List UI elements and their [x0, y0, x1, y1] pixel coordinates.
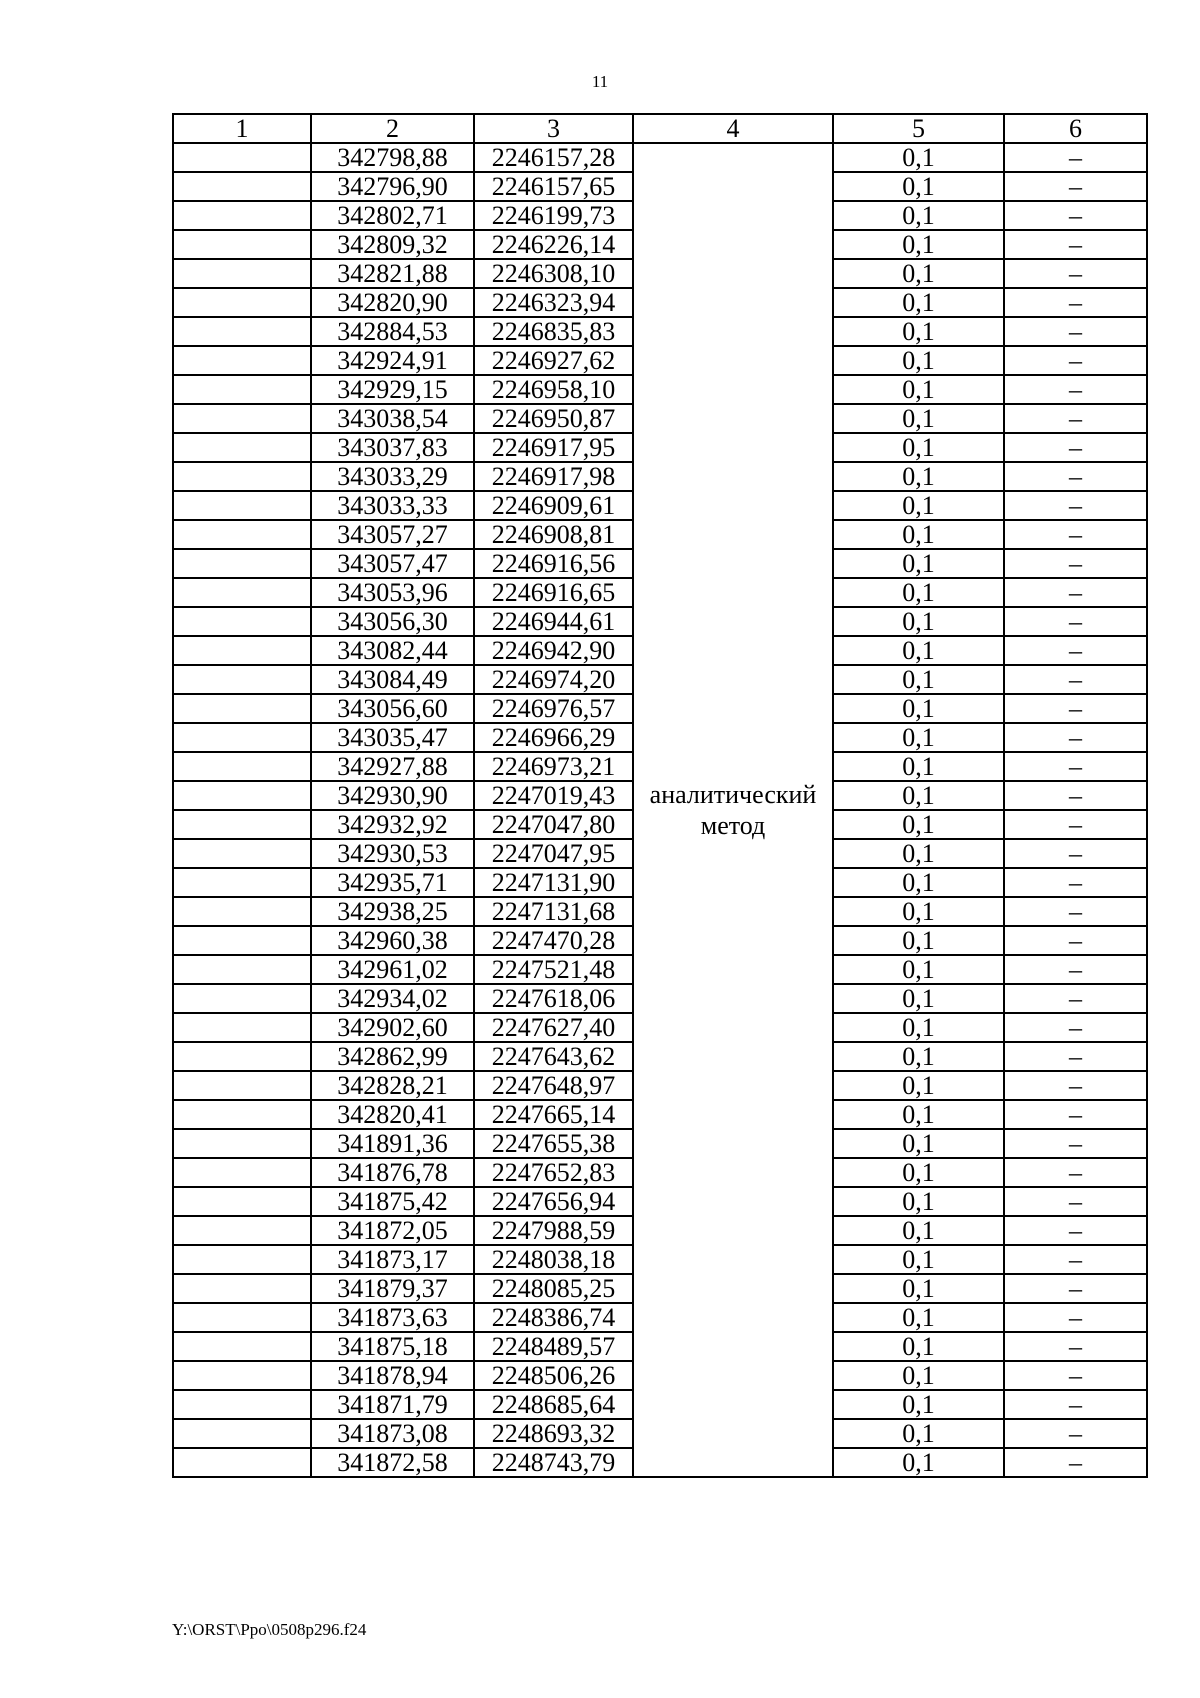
cell-dash: –: [1004, 288, 1147, 317]
cell-dash: –: [1004, 694, 1147, 723]
cell-x-coordinate: 341872,05: [311, 1216, 474, 1245]
cell-x-coordinate: 342938,25: [311, 897, 474, 926]
cell-number: [173, 781, 311, 810]
cell-y-coordinate: 2247656,94: [474, 1187, 633, 1216]
cell-accuracy: 0,1: [833, 1448, 1004, 1477]
cell-number: [173, 1013, 311, 1042]
cell-y-coordinate: 2247627,40: [474, 1013, 633, 1042]
cell-dash: –: [1004, 1303, 1147, 1332]
cell-x-coordinate: 341875,18: [311, 1332, 474, 1361]
cell-dash: –: [1004, 607, 1147, 636]
cell-number: [173, 201, 311, 230]
cell-accuracy: 0,1: [833, 172, 1004, 201]
cell-number: [173, 1245, 311, 1274]
cell-x-coordinate: 342902,60: [311, 1013, 474, 1042]
cell-y-coordinate: 2246927,62: [474, 346, 633, 375]
cell-dash: –: [1004, 1390, 1147, 1419]
cell-accuracy: 0,1: [833, 636, 1004, 665]
cell-y-coordinate: 2248693,32: [474, 1419, 633, 1448]
cell-y-coordinate: 2246917,95: [474, 433, 633, 462]
cell-dash: –: [1004, 665, 1147, 694]
cell-x-coordinate: 342798,88: [311, 143, 474, 172]
coordinates-table: [172, 113, 1148, 1478]
cell-accuracy: 0,1: [833, 1361, 1004, 1390]
cell-y-coordinate: 2246974,20: [474, 665, 633, 694]
cell-dash: –: [1004, 172, 1147, 201]
cell-dash: –: [1004, 955, 1147, 984]
cell-y-coordinate: 2246973,21: [474, 752, 633, 781]
cell-y-coordinate: 2247652,83: [474, 1158, 633, 1187]
cell-y-coordinate: 2246308,10: [474, 259, 633, 288]
cell-accuracy: 0,1: [833, 1100, 1004, 1129]
cell-accuracy: 0,1: [833, 1071, 1004, 1100]
cell-y-coordinate: 2246323,94: [474, 288, 633, 317]
cell-number: [173, 491, 311, 520]
cell-dash: –: [1004, 636, 1147, 665]
cell-number: [173, 1303, 311, 1332]
cell-dash: –: [1004, 1187, 1147, 1216]
cell-y-coordinate: 2247019,43: [474, 781, 633, 810]
cell-accuracy: 0,1: [833, 984, 1004, 1013]
cell-dash: –: [1004, 1100, 1147, 1129]
table-header-row: [173, 114, 1147, 143]
cell-dash: –: [1004, 984, 1147, 1013]
cell-accuracy: 0,1: [833, 1245, 1004, 1274]
column-header: 3: [474, 114, 633, 143]
cell-y-coordinate: 2246958,10: [474, 375, 633, 404]
cell-dash: –: [1004, 375, 1147, 404]
cell-accuracy: 0,1: [833, 1129, 1004, 1158]
cell-number: [173, 1129, 311, 1158]
cell-x-coordinate: 343038,54: [311, 404, 474, 433]
cell-number: [173, 1361, 311, 1390]
column-header: 2: [311, 114, 474, 143]
cell-x-coordinate: 341873,08: [311, 1419, 474, 1448]
cell-dash: –: [1004, 1419, 1147, 1448]
cell-dash: –: [1004, 433, 1147, 462]
cell-x-coordinate: 342960,38: [311, 926, 474, 955]
cell-y-coordinate: 2248743,79: [474, 1448, 633, 1477]
cell-dash: –: [1004, 1245, 1147, 1274]
cell-x-coordinate: 341891,36: [311, 1129, 474, 1158]
cell-y-coordinate: 2246976,57: [474, 694, 633, 723]
cell-number: [173, 810, 311, 839]
cell-accuracy: 0,1: [833, 375, 1004, 404]
cell-x-coordinate: 342802,71: [311, 201, 474, 230]
cell-accuracy: 0,1: [833, 404, 1004, 433]
cell-x-coordinate: 342862,99: [311, 1042, 474, 1071]
file-path-footer: Y:\ORST\Ppo\0508p296.f24: [172, 1620, 367, 1639]
cell-x-coordinate: 343056,30: [311, 607, 474, 636]
cell-dash: –: [1004, 781, 1147, 810]
cell-number: [173, 1274, 311, 1303]
cell-y-coordinate: 2247131,90: [474, 868, 633, 897]
cell-y-coordinate: 2248685,64: [474, 1390, 633, 1419]
cell-number: [173, 433, 311, 462]
cell-x-coordinate: 342821,88: [311, 259, 474, 288]
cell-x-coordinate: 342932,92: [311, 810, 474, 839]
cell-dash: –: [1004, 346, 1147, 375]
cell-number: [173, 1158, 311, 1187]
cell-dash: –: [1004, 462, 1147, 491]
cell-number: [173, 1187, 311, 1216]
cell-number: [173, 549, 311, 578]
cell-number: [173, 259, 311, 288]
cell-y-coordinate: 2247665,14: [474, 1100, 633, 1129]
cell-y-coordinate: 2248489,57: [474, 1332, 633, 1361]
cell-dash: –: [1004, 491, 1147, 520]
cell-y-coordinate: 2247988,59: [474, 1216, 633, 1245]
cell-accuracy: 0,1: [833, 1303, 1004, 1332]
cell-y-coordinate: 2248386,74: [474, 1303, 633, 1332]
cell-x-coordinate: 343057,47: [311, 549, 474, 578]
cell-accuracy: 0,1: [833, 868, 1004, 897]
cell-number: [173, 462, 311, 491]
cell-dash: –: [1004, 578, 1147, 607]
cell-y-coordinate: 2246944,61: [474, 607, 633, 636]
cell-y-coordinate: 2246908,81: [474, 520, 633, 549]
cell-number: [173, 346, 311, 375]
cell-accuracy: 0,1: [833, 520, 1004, 549]
cell-accuracy: 0,1: [833, 1390, 1004, 1419]
cell-accuracy: 0,1: [833, 1332, 1004, 1361]
cell-number: [173, 607, 311, 636]
cell-number: [173, 926, 311, 955]
cell-number: [173, 230, 311, 259]
cell-number: [173, 520, 311, 549]
cell-y-coordinate: 2247470,28: [474, 926, 633, 955]
cell-y-coordinate: 2246157,65: [474, 172, 633, 201]
cell-x-coordinate: 341873,63: [311, 1303, 474, 1332]
cell-dash: –: [1004, 868, 1147, 897]
cell-y-coordinate: 2247047,95: [474, 839, 633, 868]
cell-dash: –: [1004, 752, 1147, 781]
cell-x-coordinate: 343037,83: [311, 433, 474, 462]
cell-accuracy: 0,1: [833, 897, 1004, 926]
cell-dash: –: [1004, 201, 1147, 230]
cell-number: [173, 288, 311, 317]
cell-number: [173, 839, 311, 868]
cell-number: [173, 143, 311, 172]
cell-accuracy: 0,1: [833, 839, 1004, 868]
cell-x-coordinate: 342927,88: [311, 752, 474, 781]
cell-number: [173, 1100, 311, 1129]
cell-method: аналитический метод: [633, 143, 833, 1477]
cell-accuracy: 0,1: [833, 1274, 1004, 1303]
cell-x-coordinate: 342820,90: [311, 288, 474, 317]
cell-dash: –: [1004, 1013, 1147, 1042]
cell-accuracy: 0,1: [833, 1042, 1004, 1071]
cell-accuracy: 0,1: [833, 1158, 1004, 1187]
cell-y-coordinate: 2248506,26: [474, 1361, 633, 1390]
cell-accuracy: 0,1: [833, 346, 1004, 375]
cell-accuracy: 0,1: [833, 549, 1004, 578]
cell-y-coordinate: 2246917,98: [474, 462, 633, 491]
cell-x-coordinate: 342930,53: [311, 839, 474, 868]
cell-dash: –: [1004, 1042, 1147, 1071]
cell-number: [173, 404, 311, 433]
cell-accuracy: 0,1: [833, 288, 1004, 317]
cell-y-coordinate: 2246966,29: [474, 723, 633, 752]
cell-x-coordinate: 342884,53: [311, 317, 474, 346]
cell-dash: –: [1004, 1448, 1147, 1477]
cell-x-coordinate: 343033,29: [311, 462, 474, 491]
cell-accuracy: 0,1: [833, 752, 1004, 781]
cell-x-coordinate: 342930,90: [311, 781, 474, 810]
cell-y-coordinate: 2246835,83: [474, 317, 633, 346]
cell-x-coordinate: 342820,41: [311, 1100, 474, 1129]
cell-number: [173, 578, 311, 607]
cell-accuracy: 0,1: [833, 607, 1004, 636]
cell-x-coordinate: 343035,47: [311, 723, 474, 752]
cell-number: [173, 984, 311, 1013]
cell-y-coordinate: 2246226,14: [474, 230, 633, 259]
cell-number: [173, 1042, 311, 1071]
cell-y-coordinate: 2247047,80: [474, 810, 633, 839]
cell-x-coordinate: 342796,90: [311, 172, 474, 201]
cell-number: [173, 636, 311, 665]
cell-accuracy: 0,1: [833, 259, 1004, 288]
cell-y-coordinate: 2246916,65: [474, 578, 633, 607]
cell-x-coordinate: 342828,21: [311, 1071, 474, 1100]
cell-accuracy: 0,1: [833, 926, 1004, 955]
cell-dash: –: [1004, 143, 1147, 172]
cell-y-coordinate: 2246909,61: [474, 491, 633, 520]
cell-dash: –: [1004, 549, 1147, 578]
table-row: [173, 143, 1147, 172]
cell-dash: –: [1004, 230, 1147, 259]
cell-y-coordinate: 2246942,90: [474, 636, 633, 665]
cell-x-coordinate: 342961,02: [311, 955, 474, 984]
cell-number: [173, 665, 311, 694]
cell-accuracy: 0,1: [833, 1187, 1004, 1216]
cell-y-coordinate: 2247643,62: [474, 1042, 633, 1071]
cell-number: [173, 1216, 311, 1245]
column-header: 1: [173, 114, 311, 143]
cell-y-coordinate: 2246916,56: [474, 549, 633, 578]
cell-accuracy: 0,1: [833, 433, 1004, 462]
cell-number: [173, 1419, 311, 1448]
cell-dash: –: [1004, 520, 1147, 549]
column-header: 5: [833, 114, 1004, 143]
cell-dash: –: [1004, 317, 1147, 346]
cell-y-coordinate: 2248085,25: [474, 1274, 633, 1303]
cell-accuracy: 0,1: [833, 665, 1004, 694]
cell-x-coordinate: 343084,49: [311, 665, 474, 694]
cell-dash: –: [1004, 839, 1147, 868]
cell-dash: –: [1004, 897, 1147, 926]
cell-y-coordinate: 2247618,06: [474, 984, 633, 1013]
cell-dash: –: [1004, 926, 1147, 955]
cell-accuracy: 0,1: [833, 723, 1004, 752]
column-header: 4: [633, 114, 833, 143]
cell-number: [173, 1390, 311, 1419]
cell-y-coordinate: 2247655,38: [474, 1129, 633, 1158]
cell-y-coordinate: 2248038,18: [474, 1245, 633, 1274]
cell-x-coordinate: 341872,58: [311, 1448, 474, 1477]
cell-dash: –: [1004, 1216, 1147, 1245]
table-body: [173, 143, 1147, 1477]
cell-y-coordinate: 2246199,73: [474, 201, 633, 230]
cell-dash: –: [1004, 259, 1147, 288]
cell-accuracy: 0,1: [833, 462, 1004, 491]
page-number: 11: [591, 72, 609, 91]
cell-accuracy: 0,1: [833, 694, 1004, 723]
cell-accuracy: 0,1: [833, 955, 1004, 984]
cell-x-coordinate: 342935,71: [311, 868, 474, 897]
cell-number: [173, 752, 311, 781]
cell-accuracy: 0,1: [833, 143, 1004, 172]
cell-dash: –: [1004, 404, 1147, 433]
cell-y-coordinate: 2246157,28: [474, 143, 633, 172]
cell-number: [173, 317, 311, 346]
cell-accuracy: 0,1: [833, 491, 1004, 520]
cell-accuracy: 0,1: [833, 230, 1004, 259]
cell-dash: –: [1004, 810, 1147, 839]
cell-dash: –: [1004, 1129, 1147, 1158]
cell-number: [173, 694, 311, 723]
cell-y-coordinate: 2246950,87: [474, 404, 633, 433]
cell-x-coordinate: 341879,37: [311, 1274, 474, 1303]
cell-x-coordinate: 341873,17: [311, 1245, 474, 1274]
cell-accuracy: 0,1: [833, 781, 1004, 810]
cell-x-coordinate: 343056,60: [311, 694, 474, 723]
cell-number: [173, 955, 311, 984]
cell-accuracy: 0,1: [833, 578, 1004, 607]
cell-x-coordinate: 342809,32: [311, 230, 474, 259]
cell-accuracy: 0,1: [833, 1013, 1004, 1042]
cell-y-coordinate: 2247521,48: [474, 955, 633, 984]
cell-y-coordinate: 2247648,97: [474, 1071, 633, 1100]
cell-number: [173, 868, 311, 897]
column-header: 6: [1004, 114, 1147, 143]
cell-number: [173, 723, 311, 752]
cell-dash: –: [1004, 1361, 1147, 1390]
cell-x-coordinate: 342934,02: [311, 984, 474, 1013]
cell-accuracy: 0,1: [833, 1419, 1004, 1448]
cell-dash: –: [1004, 723, 1147, 752]
cell-x-coordinate: 343057,27: [311, 520, 474, 549]
cell-number: [173, 1448, 311, 1477]
cell-x-coordinate: 343053,96: [311, 578, 474, 607]
cell-accuracy: 0,1: [833, 810, 1004, 839]
cell-x-coordinate: 343082,44: [311, 636, 474, 665]
cell-dash: –: [1004, 1274, 1147, 1303]
cell-number: [173, 172, 311, 201]
cell-accuracy: 0,1: [833, 201, 1004, 230]
cell-x-coordinate: 343033,33: [311, 491, 474, 520]
cell-x-coordinate: 341876,78: [311, 1158, 474, 1187]
cell-x-coordinate: 341878,94: [311, 1361, 474, 1390]
cell-x-coordinate: 341875,42: [311, 1187, 474, 1216]
cell-number: [173, 1332, 311, 1361]
cell-number: [173, 375, 311, 404]
cell-x-coordinate: 342924,91: [311, 346, 474, 375]
cell-number: [173, 897, 311, 926]
cell-dash: –: [1004, 1071, 1147, 1100]
cell-accuracy: 0,1: [833, 1216, 1004, 1245]
cell-accuracy: 0,1: [833, 317, 1004, 346]
cell-number: [173, 1071, 311, 1100]
cell-x-coordinate: 341871,79: [311, 1390, 474, 1419]
cell-y-coordinate: 2247131,68: [474, 897, 633, 926]
cell-dash: –: [1004, 1158, 1147, 1187]
cell-x-coordinate: 342929,15: [311, 375, 474, 404]
cell-dash: –: [1004, 1332, 1147, 1361]
